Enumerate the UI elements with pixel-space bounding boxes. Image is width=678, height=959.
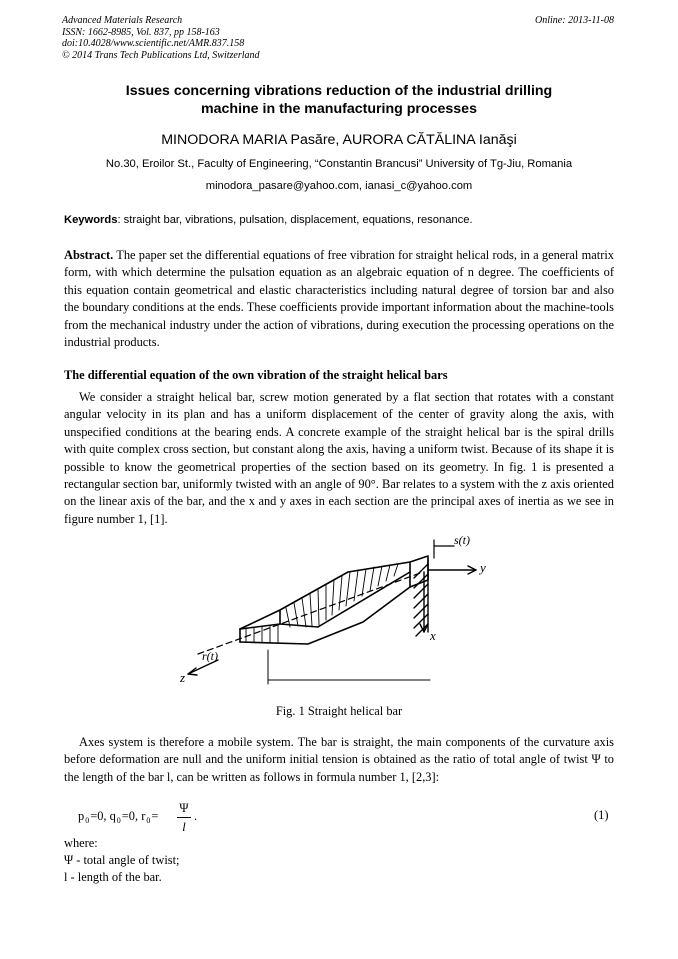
keywords — [64, 214, 614, 226]
doi-line: doi:10.4028/www.scientific.net/AMR.837.158 — [62, 38, 245, 49]
title-line-1: Issues concerning vibrations reduction of the industrial drilling — [125, 83, 553, 99]
formula-r-eq: = — [151, 809, 159, 823]
affiliation: No.30, Eroilor St., Faculty of Engineering, “Constantin Brancusi” University of Tg-Jiu, Romania — [105, 158, 573, 170]
label-rt: r(t) — [202, 649, 218, 663]
label-y: y — [480, 560, 486, 575]
formula-q-sub: 0 — [116, 816, 121, 825]
formula-numerator: Ψ — [179, 801, 189, 815]
keywords-text: : straight bar, vibrations, pulsation, displacement, equations, resonance. — [117, 214, 473, 226]
authors: MINODORA MARIA Pasăre, AURORA CĂTĂLINA Ianăşi — [161, 132, 517, 148]
formula-lhs — [78, 809, 158, 824]
label-z: z — [180, 670, 186, 685]
fraction-bar — [177, 817, 191, 818]
abstract — [64, 247, 614, 351]
figure-caption: Fig. 1 Straight helical bar — [275, 704, 403, 718]
where-label: where: — [64, 836, 98, 850]
formula-q-eq: =0, — [121, 809, 142, 823]
formula-fraction — [177, 800, 191, 835]
formula-p-eq: =0, — [90, 809, 110, 823]
author-emails: minodora_pasare@yahoo.com, ianasi_c@yahoo.com — [205, 180, 473, 192]
helical-bar-figure — [178, 532, 500, 700]
label-x: x — [430, 628, 436, 643]
formula-p: p — [78, 809, 85, 823]
online-date: Online: 2013-11-08 — [535, 15, 614, 26]
equation-number: (1) — [594, 808, 609, 822]
where-item-l: l - length of the bar. — [64, 870, 162, 884]
keywords-label: Keywords — [64, 214, 118, 226]
section-heading: The differential equation of the own vibration of the straight helical bars — [64, 368, 448, 382]
where-block — [64, 835, 179, 886]
body-paragraph-2: Axes system is therefore a mobile system. The bar is straight, the main components of the curvature axis before deformation are null and the uniform initial tension is obtained as the ratio of total angle of twist Ψ to the length of the bar l, can be written as follows in formula number 1, [2,3]: — [64, 735, 614, 784]
journal-header — [62, 15, 260, 61]
formula-denominator: l — [182, 820, 186, 834]
abstract-text: The paper set the differential equations of free vibration for straight helical rods, in a general matrix form, with which determine the pulsation equation as an algebraic equation of n degree. The coefficients of this equation contain geometrical and elastic characteristics including natural degree of torsion bar and also the boundary conditions at the ends. These coefficients provide important information about the machine-tools from the mechanical industry under the action of vibrations, during execution the processing operations on the industrial products. — [64, 248, 614, 350]
where-item-psi: Ψ - total angle of twist; — [64, 853, 180, 867]
formula-q: q — [109, 809, 116, 823]
formula-p-sub: 0 — [85, 816, 90, 825]
copyright-line: © 2014 Trans Tech Publications Ltd, Switzerland — [62, 49, 260, 61]
formula-end: . — [194, 809, 198, 823]
label-s: s(t) — [454, 533, 470, 547]
body-paragraph-1: We consider a straight helical bar, screw motion generated by a flat section that rotates with a constant angular velocity in its plan and has a uniform displacement of the center of gravity along the axis, with unspecified conditions at the bearing ends. A concrete example of the straight helical bar is the spiral drills with quite complex cross section, but constant along the axis, having a uniform twist. Because of its shape it is possible to know the geometrical properties of the section based on its geometry. In fig. 1 is presented a rectangular section bar, uniformly twisted with an angle of 90°. Bar relates to a system with the z axis oriented on the linear axis of the bar, and the x and y axes in each section are the principal axes of inertia as we see in figure number 1, [1]. — [64, 390, 614, 526]
formula-r-sub: 0 — [146, 816, 151, 825]
formula-r: r — [141, 809, 146, 823]
issn-line: ISSN: 1662-8985, Vol. 837, pp 158-163 — [62, 26, 220, 38]
title-line-2: machine in the manufacturing processes — [201, 101, 477, 117]
paper-title — [40, 82, 638, 118]
abstract-label: Abstract. — [64, 248, 114, 262]
journal-name: Advanced Materials Research — [62, 15, 183, 26]
